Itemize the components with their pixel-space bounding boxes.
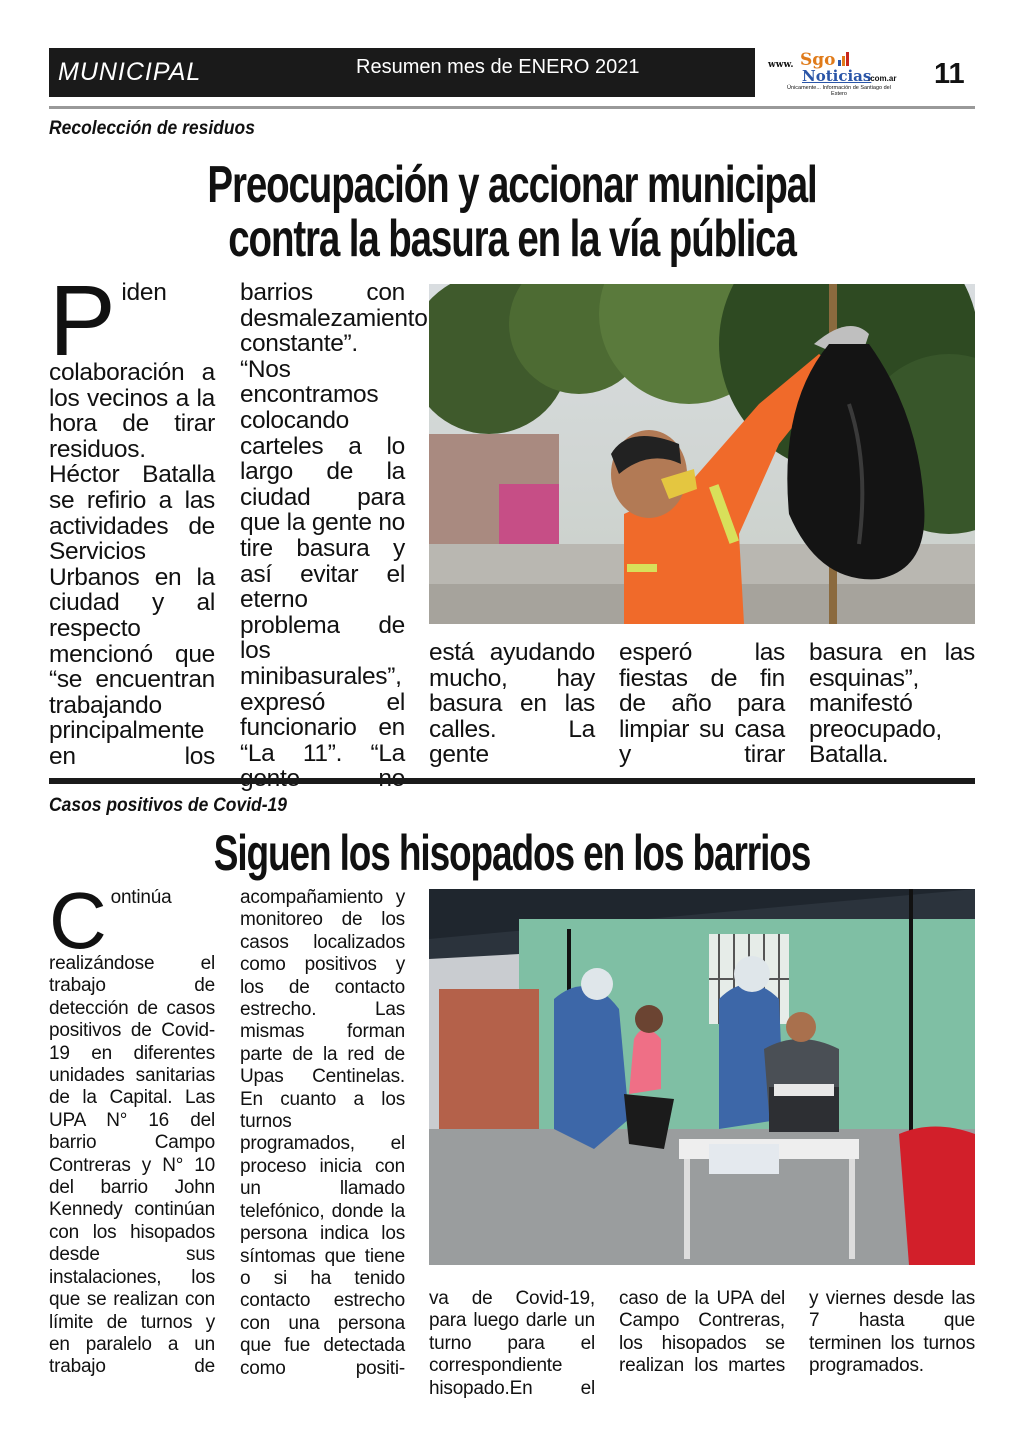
article1-col1-text: iden colaboración a los vecinos a la hora de tirar residuos. Héctor Batalla se refirio a las actividades de Servicios Urbanos en la ciudad y al respecto mencionó que “se encuentran trabajando principalmente en los — [49, 279, 215, 770]
section-name: MUNICIPAL — [58, 58, 202, 86]
logo-www: www. — [768, 60, 794, 70]
article1-headline-line1: Preocupación y accionar municipal — [207, 156, 817, 214]
site-logo[interactable] — [768, 50, 898, 96]
article2-col1 — [49, 876, 215, 1379]
issue-title: Resumen mes de ENERO 2021 — [356, 56, 640, 78]
photo-worker-illustration — [429, 284, 975, 624]
article2-col3: va de Covid-19, para luego darle un turno para el correspondiente hisopado.En el — [429, 1288, 595, 1399]
article1-col5-text: basura en las esquinas”, manifestó preocupado, Batalla. — [809, 639, 975, 769]
article1-headline — [49, 158, 975, 266]
article1-col4: esperó las fiestas de fin de año para limpiar su casa y tirar — [619, 639, 785, 769]
photo-worker-garbage-bag — [429, 284, 975, 624]
article1-kicker: Recolección de residuos — [49, 118, 255, 139]
logo-noticias: Noticias — [802, 67, 872, 85]
article1-col2: barrios con desmalezamiento constante”. “Nos encontramos colocando carteles a lo largo de la ciudad para que la gente no tire basura y así evitar el eterno problema de los minibasurales”, expresó el funcionario en “La 11”. “La — [240, 279, 428, 767]
article2-col5-text: y viernes desde las 7 hasta que terminen los turnos programados. — [809, 1288, 975, 1377]
article2-col5 — [809, 1288, 975, 1378]
article2-col4: caso de la UPA del Campo Contreras, los hisopados se realizan los martes — [619, 1288, 785, 1377]
article1-col3: está ayudando mucho, hay basura en las calles. La gente — [429, 639, 595, 769]
logo-domain: .com.ar — [868, 74, 897, 83]
photo-swab-illustration — [429, 889, 975, 1265]
logo-sgo: Sgo — [800, 50, 836, 70]
article1-dropcap: P — [49, 265, 116, 377]
article2-col2: acompañamiento y monitoreo de los casos localizados como positivos y los de contacto estrecho. Las mismas forman parte de la red de Upas Centinelas. En cuanto a los turnos programados, el proceso inicia con un llamado telefónico, donde la persona indica los síntomas que tiene o si ha tenido contacto estrecho con una persona que fue detectada como positi- — [240, 887, 405, 1379]
section-divider — [49, 778, 975, 784]
article2-headline — [49, 826, 975, 880]
article2-dropcap: C — [49, 876, 107, 965]
header-rule — [49, 106, 975, 109]
page-number: 11 — [934, 58, 965, 90]
article2-kicker: Casos positivos de Covid-19 — [49, 795, 287, 816]
article2-col1-text: ontinúa realizándose el trabajo de detección de casos positivos de Covid-19 en diferentes unidades sanitarias de la Capital. Las UPA N° 16 del barrio Campo Contreras y N° 10 del barrio John Kennedy continúan con los hisopados desde sus instalaciones, los que se realizan con límite de turnos y en paralelo a un trabajo de — [49, 887, 215, 1378]
logo-bars-icon — [838, 52, 852, 66]
article1-col1 — [49, 265, 215, 770]
logo-tagline: Únicamente... Información de Santiago del Estero — [787, 85, 891, 97]
photo-covid-swab — [429, 889, 975, 1265]
article2-headline-text: Siguen los hisopados en los barrios — [213, 825, 811, 881]
article1-headline-line2: contra la basura en la vía pública — [228, 210, 796, 268]
article1-col5 — [809, 640, 975, 768]
